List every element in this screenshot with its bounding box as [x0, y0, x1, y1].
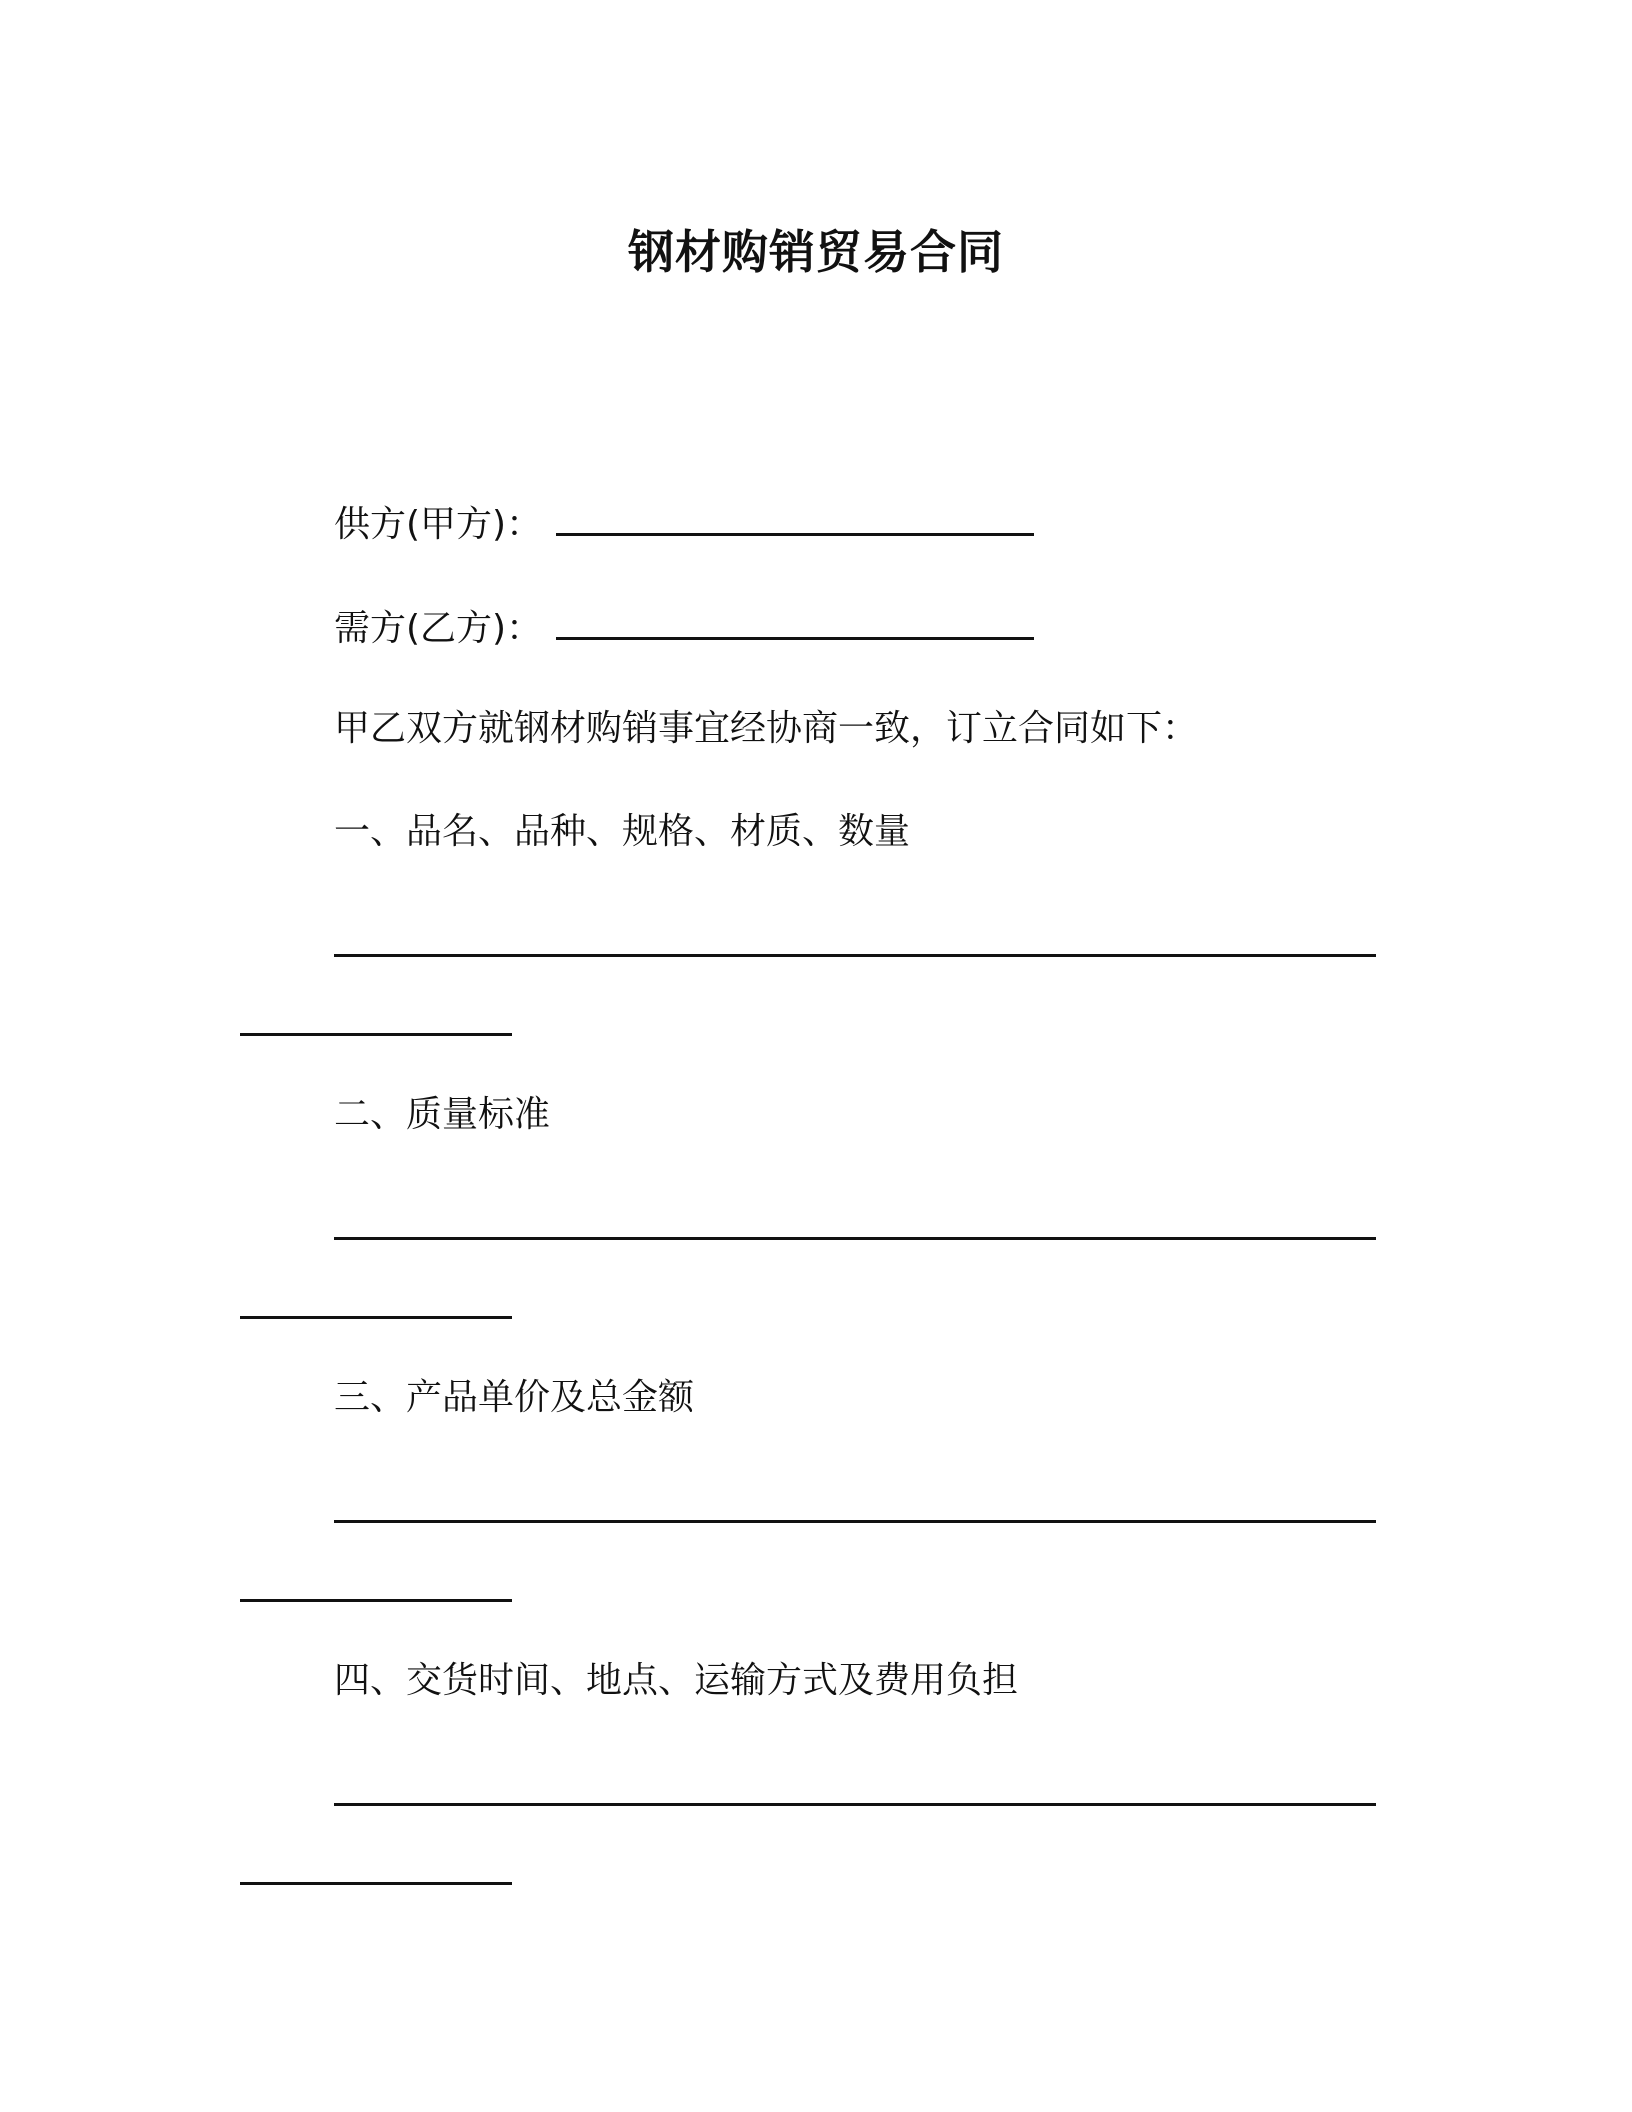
section-2-blank-line — [334, 1237, 1376, 1240]
supplier-line — [334, 497, 1034, 549]
section-1-blank-line-cont — [240, 1033, 512, 1036]
section-heading-4: 四、交货时间、地点、运输方式及费用负担 — [334, 1660, 1019, 1701]
section-3-blank-line-cont — [240, 1599, 512, 1602]
buyer-line — [334, 601, 1034, 653]
supplier-blank — [556, 497, 1034, 536]
intro-paragraph: 甲乙双方就钢材购销事宜经协商一致，订立合同如下： — [334, 708, 1199, 749]
buyer-blank — [556, 601, 1034, 640]
buyer-label: 需方(乙方)： — [334, 608, 543, 649]
section-heading-1: 一、品名、品种、规格、材质、数量 — [334, 811, 911, 852]
section-heading-2: 二、质量标准 — [334, 1094, 551, 1135]
section-4-blank-line-cont — [240, 1882, 512, 1885]
supplier-label: 供方(甲方)： — [334, 504, 543, 545]
section-4-blank-line — [334, 1803, 1376, 1806]
contract-title: 钢材购销贸易合同 — [628, 225, 1004, 279]
section-1-blank-line — [334, 954, 1376, 957]
section-3-blank-line — [334, 1520, 1376, 1523]
section-heading-3: 三、产品单价及总金额 — [334, 1377, 695, 1418]
section-2-blank-line-cont — [240, 1316, 512, 1319]
